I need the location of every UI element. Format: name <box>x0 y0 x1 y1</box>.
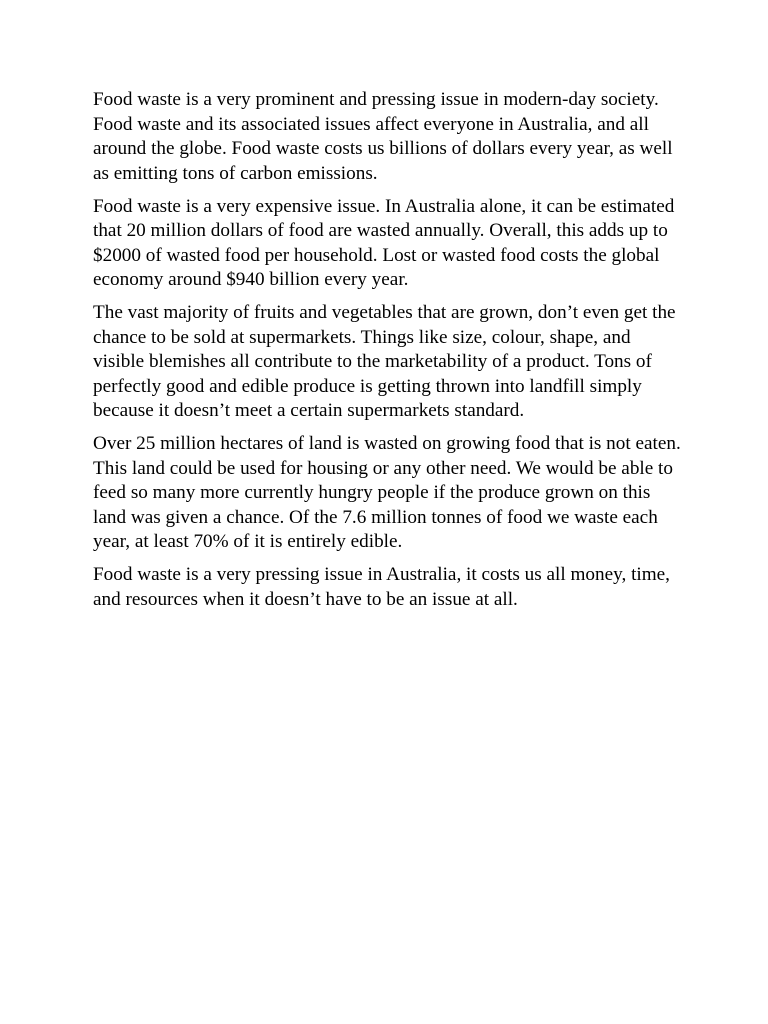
paragraph-intro: Food waste is a very prominent and pressing issue in modern-day society. Food waste and its associated issues affect everyone in Australia, and all around the globe. Food waste costs us billions of dollars every year, as well as emitting tons of carbon emissions. <box>93 89 673 184</box>
document-body <box>93 88 683 621</box>
paragraph-conclusion: Food waste is a very pressing issue in Australia, it costs us all money, time, and resources when it doesn’t have to be an issue at all. <box>93 564 670 610</box>
paragraph-cost: Food waste is a very expensive issue. In Australia alone, it can be estimated that 20 million dollars of food are wasted annually. Overall, this adds up to $2000 of wasted food per household. Lost or wasted food costs the global economy around $940 billion every year. <box>93 195 675 290</box>
paragraph-land: Over 25 million hectares of land is wasted on growing food that is not eaten. This land could be used for housing or any other need. We would be able to feed so many more currently hungry people if the produce grown on this land was given a chance. Of the 7.6 million tonnes of food we waste each year, at least 70% of it is entirely edible. <box>93 433 681 552</box>
paragraph-produce: The vast majority of fruits and vegetables that are grown, don’t even get the chance to be sold at supermarkets. Things like size, colour, shape, and visible blemishes all contribute to the marketability of a product. Tons of perfectly good and edible produce is getting thrown into landfill simply because it doesn’t meet a certain supermarkets standard. <box>93 302 676 421</box>
